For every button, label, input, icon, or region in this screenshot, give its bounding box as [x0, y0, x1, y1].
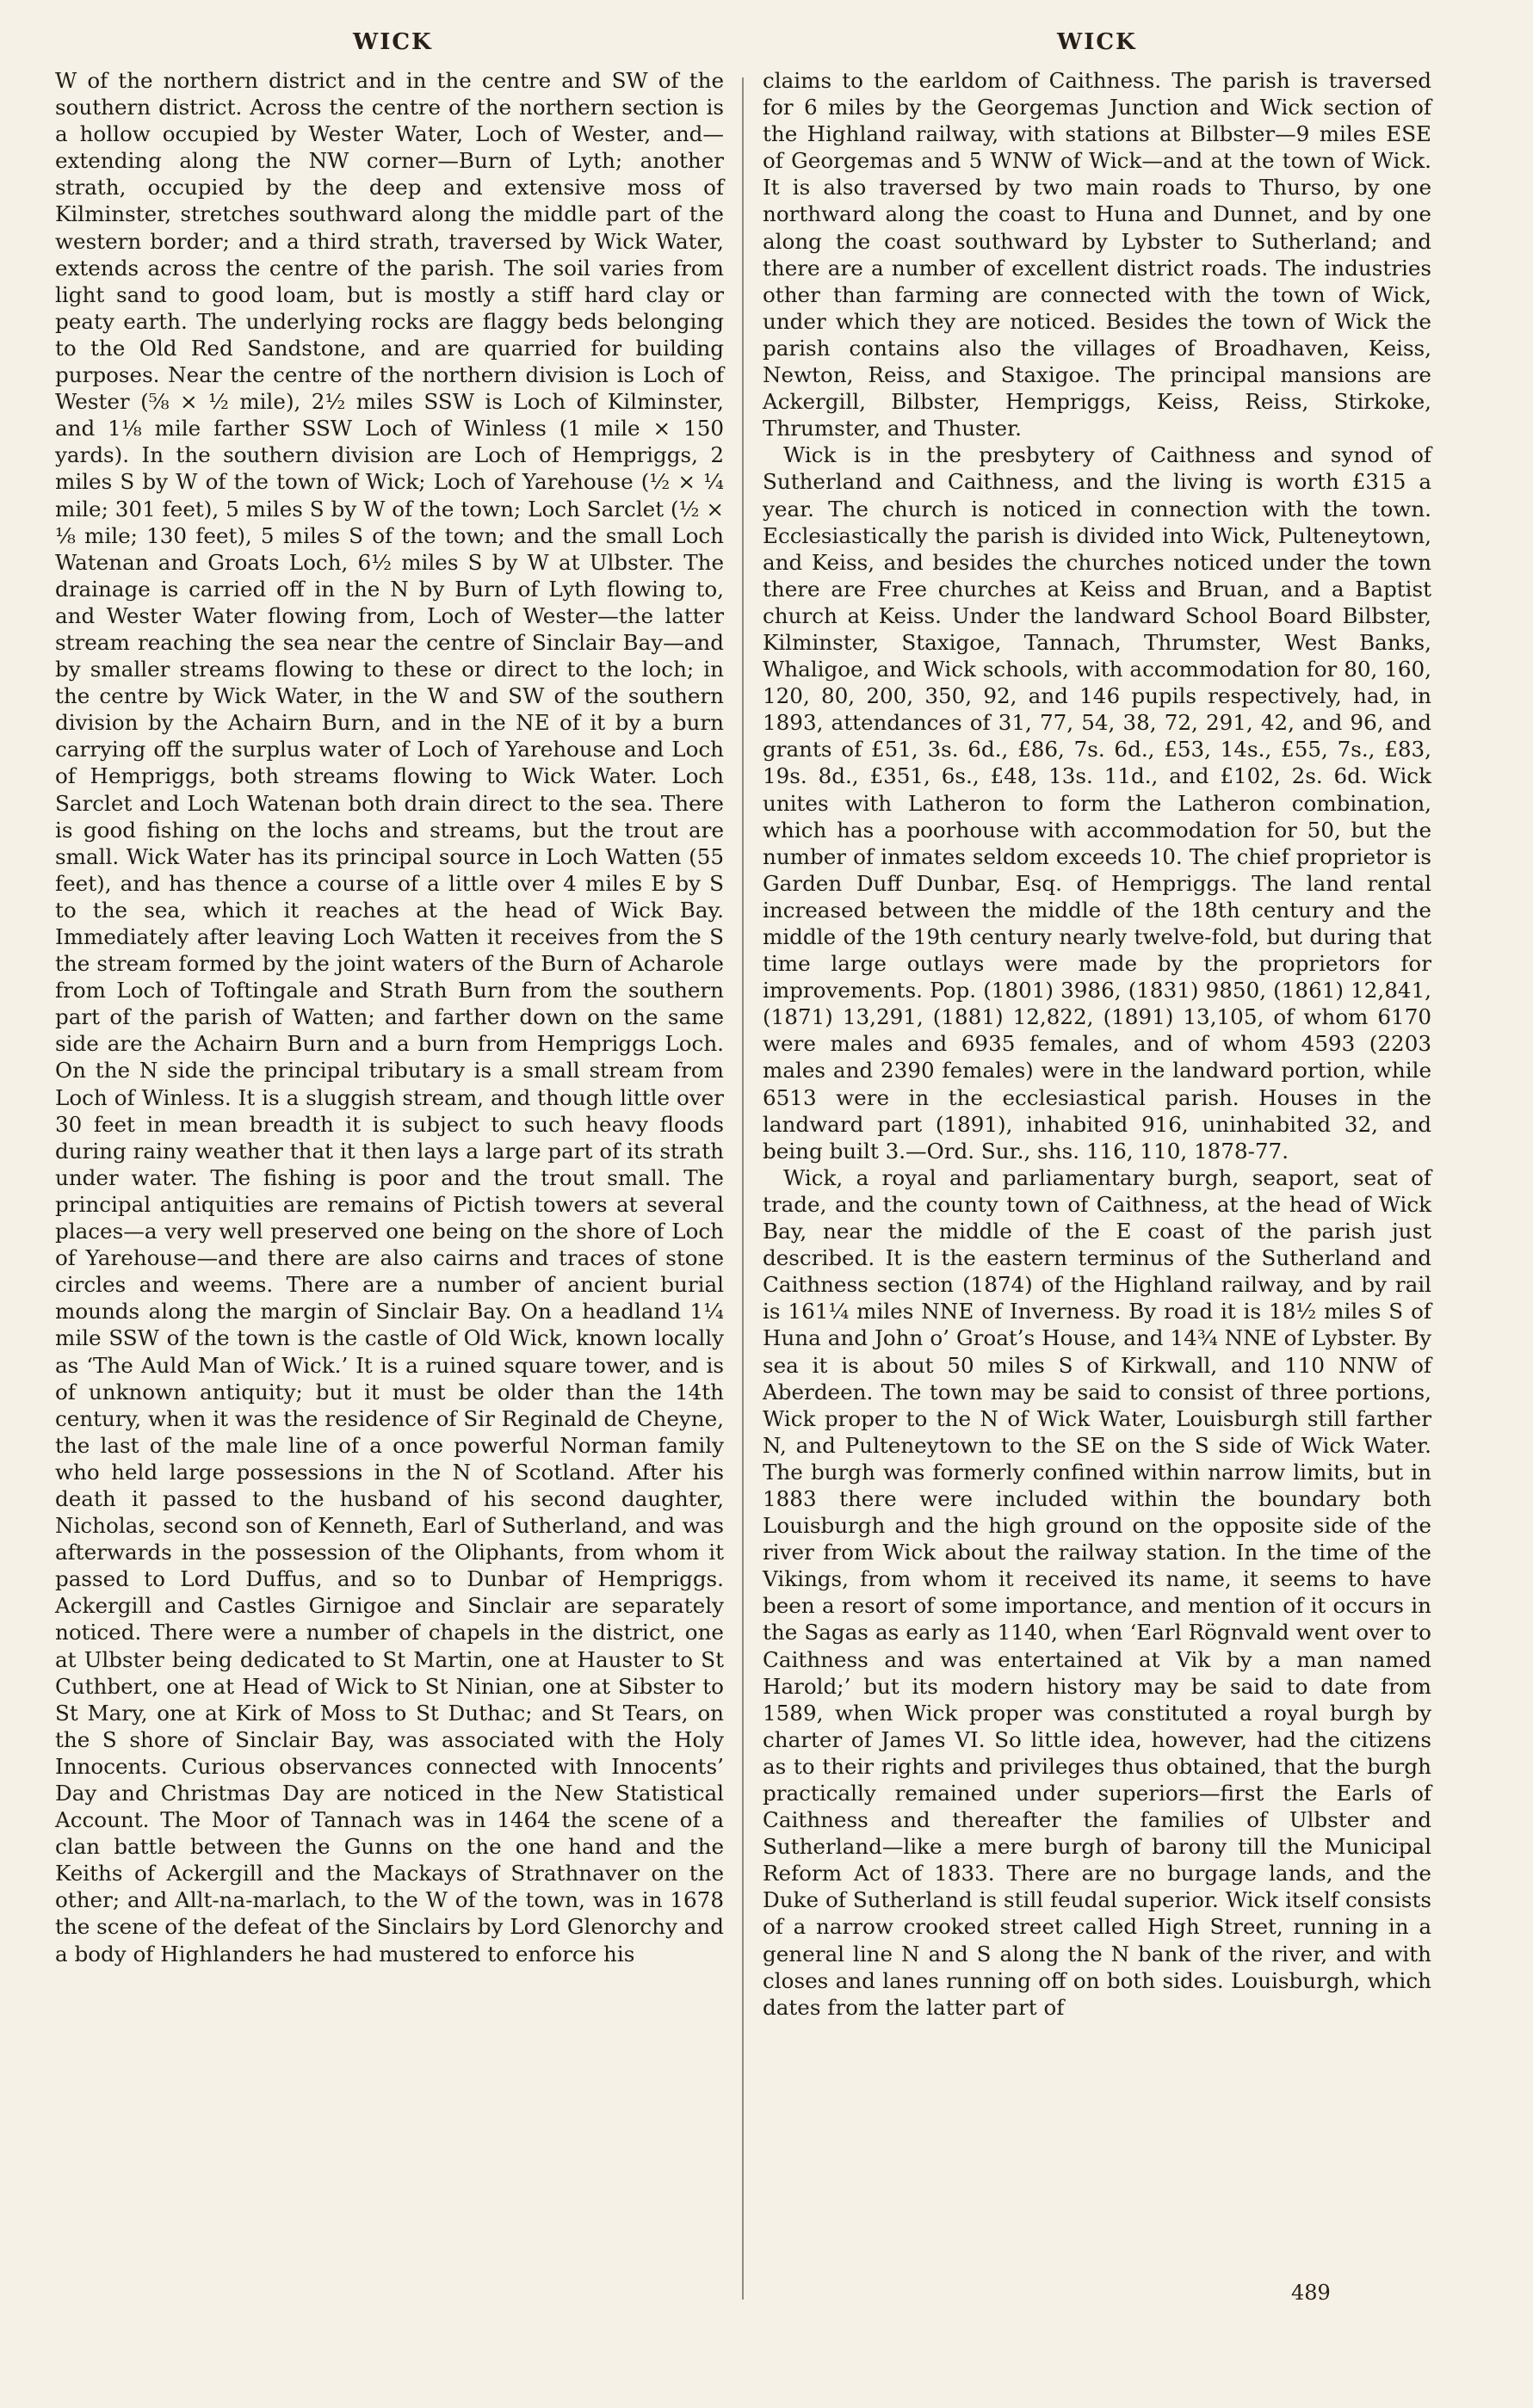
left-column [55, 67, 724, 1967]
paragraph: Wick, a royal and parliamentary burgh, seaport, seat of trade, and the county town of Caithness, at the head of Wick Bay, near the middle of the E coast of the parish just described. It is the eastern terminus of the Sutherland and Caithness section (1874) of the Highland railway, and by rail is 161¼ miles NNE of Inverness. By road it is 18½ miles S of Huna and John o’ Groat’s House, and 14¾ NNE of Lybster. By sea it is about 50 miles S of Kirkwall, and 110 NNW of Aberdeen. The town may be said to consist of three portions, Wick proper to the N of Wick Water, Louisburgh still farther N, and Pulteneytown to the SE on the S side of Wick Water. The burgh was formerly confined within narrow limits, but in 1883 there were included within the boundary both Louisburgh and the high ground on the opposite side of the river from Wick about the railway station. In the time of the Vikings, from whom it received its name, it seems to have been a resort of some importance, and mention of it occurs in the Sagas as early as 1140, when ‘Earl Rögnvald went over to Caithness and was entertained at Vik by a man named Harold;’ but its modern history may be said to date from 1589, when Wick proper was constituted a royal burgh by charter of James VI. So little idea, however, had the citizens as to their rights and privileges thus obtained, that the burgh practically remained under superiors—first the Earls of Caithness and thereafter the families of Ulbster and Sutherland—like a mere burgh of barony till the Municipal Reform Act of 1833. There are no burgage lands, and the Duke of Sutherland is still feudal superior. Wick itself consists of a narrow crooked street called High Street, running in a general line N and S along the N bank of the river, and with closes and lanes running off on both sides. Louisburgh, which dates from the latter part of [763, 1164, 1431, 2020]
column-divider [742, 77, 744, 2300]
paragraph: claims to the earldom of Caithness. The parish is traversed for 6 miles by the Georgemas Junction and Wick section of the Highland railway, with stations at Bilbster—9 miles ESE of Georgemas and 5 WNW of Wick—and at the town of Wick. It is also traversed by two main roads to Thurso, by one northward along the coast to Huna and Dunnet, and by one along the coast southward by Lybster to Sutherland; and there are a number of excellent district roads. The industries other than farming are connected with the town of Wick, under which they are noticed. Besides the town of Wick the parish contains also the villages of Broadhaven, Keiss, Newton, Reiss, and Staxigoe. The principal mansions are Ackergill, Bilbster, Hempriggs, Keiss, Reiss, Stirkoke, Thrumster, and Thuster. [763, 68, 1431, 441]
paragraph: W of the northern district and in the centre and SW of the southern district. Across the centre of the northern section is a hollow occupied by Wester Water, Loch of Wester, and—extending along the NW corner—Burn of Lyth; another strath, occupied by the deep and extensive moss of Kilminster, stretches southward along the middle part of the western border; and a third strath, traversed by Wick Water, extends across the centre of the parish. The soil varies from light sand to good loam, but is mostly a stiff hard clay or peaty earth. The underlying rocks are flaggy beds belonging to the Old Red Sandstone, and are quarried for building purposes. Near the centre of the northern division is Loch of Wester (⅝ × ½ mile), 2½ miles SSW is Loch of Kilminster, and 1⅛ mile farther SSW Loch of Winless (1 mile × 150 yards). In the southern division are Loch of Hempriggs, 2 miles S by W of the town of Wick; Loch of Yarehouse (½ × ¼ mile; 301 feet), 5 miles S by W of the town; Loch Sarclet (½ × ⅛ mile; 130 feet), 5 miles S of the town; and the small Loch Watenan and Groats Loch, 6½ miles S by W at Ulbster. The drainage is carried off in the N by Burn of Lyth flowing to, and Wester Water flowing from, Loch of Wester—the latter stream reaching the sea near the centre of Sinclair Bay—and by smaller streams flowing to these or direct to the loch; in the centre by Wick Water, in the W and SW of the southern division by the Achairn Burn, and in the NE of it by a burn carrying off the surplus water of Loch of Yarehouse and Loch of Hempriggs, both streams flowing to Wick Water. Loch Sarclet and Loch Watenan both drain direct to the sea. There is good fishing on the lochs and streams, but the trout are small. Wick Water has its principal source in Loch Watten (55 feet), and has thence a course of a little over 4 miles E by S to the sea, which it reaches at the head of Wick Bay. Immediately after leaving Loch Watten it receives from the S the stream formed by the joint waters of the Burn of Acharole from Loch of Toftingale and Strath Burn from the southern part of the parish of Watten; and farther down on the same side are the Achairn Burn and a burn from Hempriggs Loch. On the N side the principal tributary is a small stream from Loch of Winless. It is a sluggish stream, and though little over 30 feet in mean breadth it is subject to such heavy floods during rainy weather that it then lays a large part of its strath under water. The fishing is poor and the trout small. The principal antiquities are remains of Pictish towers at several places—a very well preserved one being on the shore of Loch of Yarehouse—and there are also cairns and traces of stone circles and weems. There are a number of ancient burial mounds along the margin of Sinclair Bay. On a headland 1¼ mile SSW of the town is the castle of Old Wick, known locally as ‘The Auld Man of Wick.’ It is a ruined square tower, and is of unknown antiquity; but it must be older than the 14th century, when it was the residence of Sir Reginald de Cheyne, the last of the male line of a once powerful Norman family who held large possessions in the N of Scotland. After his death it passed to the husband of his second daughter, Nicholas, second son of Kenneth, Earl of Sutherland, and was afterwards in the possession of the Oliphants, from whom it passed to Lord Duffus, and so to Dunbar of Hempriggs. Ackergill and Castles Girnigoe and Sinclair are separately noticed. There were a number of chapels in the district, one at Ulbster being dedicated to St Martin, one at Hauster to St Cuthbert, one at Head of Wick to St Ninian, one at Sibster to St Mary, one at Kirk of Moss to St Duthac; and St Tears, on the S shore of Sinclair Bay, was associated with the Holy Innocents. Curious observances connected with Innocents’ Day and Christmas Day are noticed in the New Statistical Account. The Moor of Tannach was in 1464 the scene of a clan battle between the Gunns on the one hand and the Keiths of Ackergill and the Mackays of Strathnaver on the other; and Allt-na-marlach, to the W of the town, was in 1678 the scene of the defeat of the Sinclairs by Lord Glenorchy and a body of Highlanders he had mustered to enforce his [55, 68, 724, 1967]
paragraph: Wick is in the presbytery of Caithness and synod of Sutherland and Caithness, and the living is worth £315 a year. The church is noticed in connection with the town. Ecclesiastically the parish is divided into Wick, Pulteneytown, and Keiss, and besides the churches noticed under the town there are Free churches at Keiss and Bruan, and a Baptist church at Keiss. Under the landward School Board Bilbster, Kilminster, Staxigoe, Tannach, Thrumster, West Banks, Whaligoe, and Wick schools, with accommodation for 80, 160, 120, 80, 200, 350, 92, and 146 pupils respectively, had, in 1893, attendances of 31, 77, 54, 38, 72, 291, 42, and 96, and grants of £51, 3s. 6d., £86, 7s. 6d., £53, 14s., £55, 7s., £83, 19s. 8d., £351, 6s., £48, 13s. 11d., and £102, 2s. 6d. Wick unites with Latheron to form the Latheron combination, which has a poorhouse with accommodation for 50, but the number of inmates seldom exceeds 10. The chief proprietor is Garden Duff Dunbar, Esq. of Hempriggs. The land rental increased between the middle of the 18th century and the middle of the 19th century nearly twelve-fold, but during that time large outlays were made by the proprietors for improvements. Pop. (1801) 3986, (1831) 9850, (1861) 12,841, (1871) 13,291, (1881) 12,822, (1891) 13,105, of whom 6170 were males and 6935 females, and of whom 4593 (2203 males and 2390 females) were in the landward portion, while 6513 were in the ecclesiastical parish. Houses in the landward part (1891), inhabited 916, uninhabited 32, and being built 3.—Ord. Sur., shs. 116, 110, 1878-77. [763, 442, 1431, 1164]
running-head-left: WICK [353, 29, 433, 55]
page-number: 489 [1291, 2281, 1331, 2305]
right-column [763, 67, 1431, 2021]
running-head-right: WICK [1057, 29, 1137, 55]
